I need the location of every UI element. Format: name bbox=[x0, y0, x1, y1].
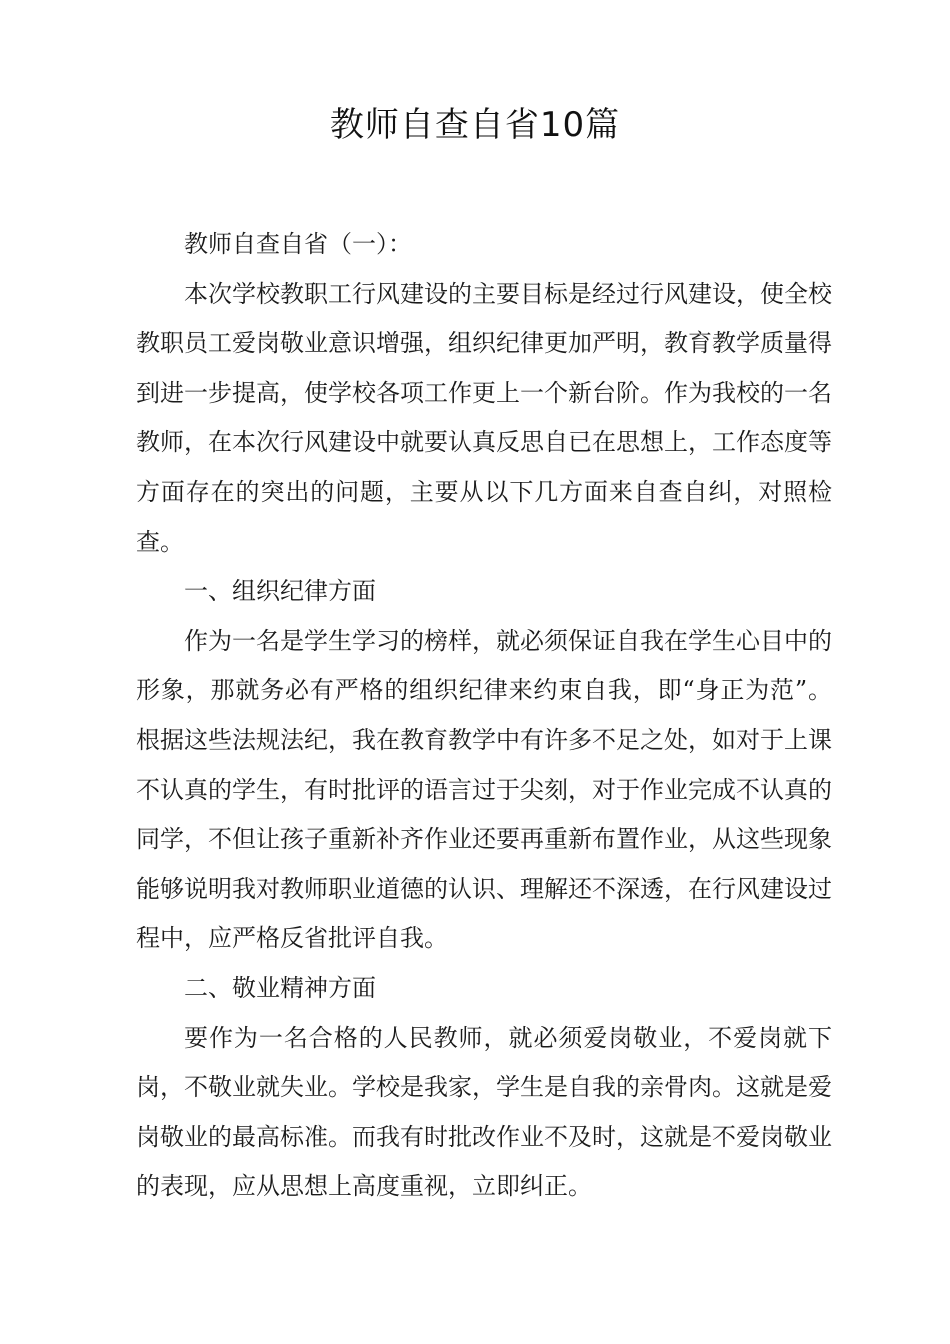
section-heading: 二、敬业精神方面 bbox=[184, 973, 376, 1002]
section-heading: 教师自查自省（一）： bbox=[184, 230, 412, 258]
document-body bbox=[136, 220, 832, 1212]
body-paragraph: 本次学校教职工行风建设的主要目标是经过行风建设，使全校教职员工爱岗敬业意识增强，组织纪律更加严明，教育教学质量得到进一步提高，使学校各项工作更上一个新台阶。作为我校的一名教师，在本次行风建设中就要认真反思自已在思想上，工作态度等方面存在的突出的问题，主要从以下几方面来自查自纠，对照检查。 bbox=[136, 279, 832, 556]
section-heading: 一、组织纪律方面 bbox=[184, 577, 376, 606]
document-title: 教师自查自省10篇 bbox=[329, 105, 621, 145]
body-paragraph: 作为一名是学生学习的榜样，就必须保证自我在学生心目中的形象，那就务必有严格的组织纪律来约束自我，即“身正为范”。根据这些法规法纪，我在教育教学中有许多不足之处，如对于上课不认真的学生，有时批评的语言过于尖刻，对于作业完成不认真的同学，不但让孩子重新补齐作业还要再重新布置作业，从这些现象能够说明我对教师职业道德的认识、理解还不深透，在行风建设过程中，应严格反省批评自我。 bbox=[136, 626, 832, 953]
body-paragraph: 要作为一名合格的人民教师，就必须爱岗敬业，不爱岗就下岗，不敬业就失业。学校是我家，学生是自我的亲骨肉。这就是爱岗敬业的最高标准。而我有时批改作业不及时，这就是不爱岗敬业的表现，应从思想上高度重视，立即纠正。 bbox=[136, 1023, 832, 1201]
